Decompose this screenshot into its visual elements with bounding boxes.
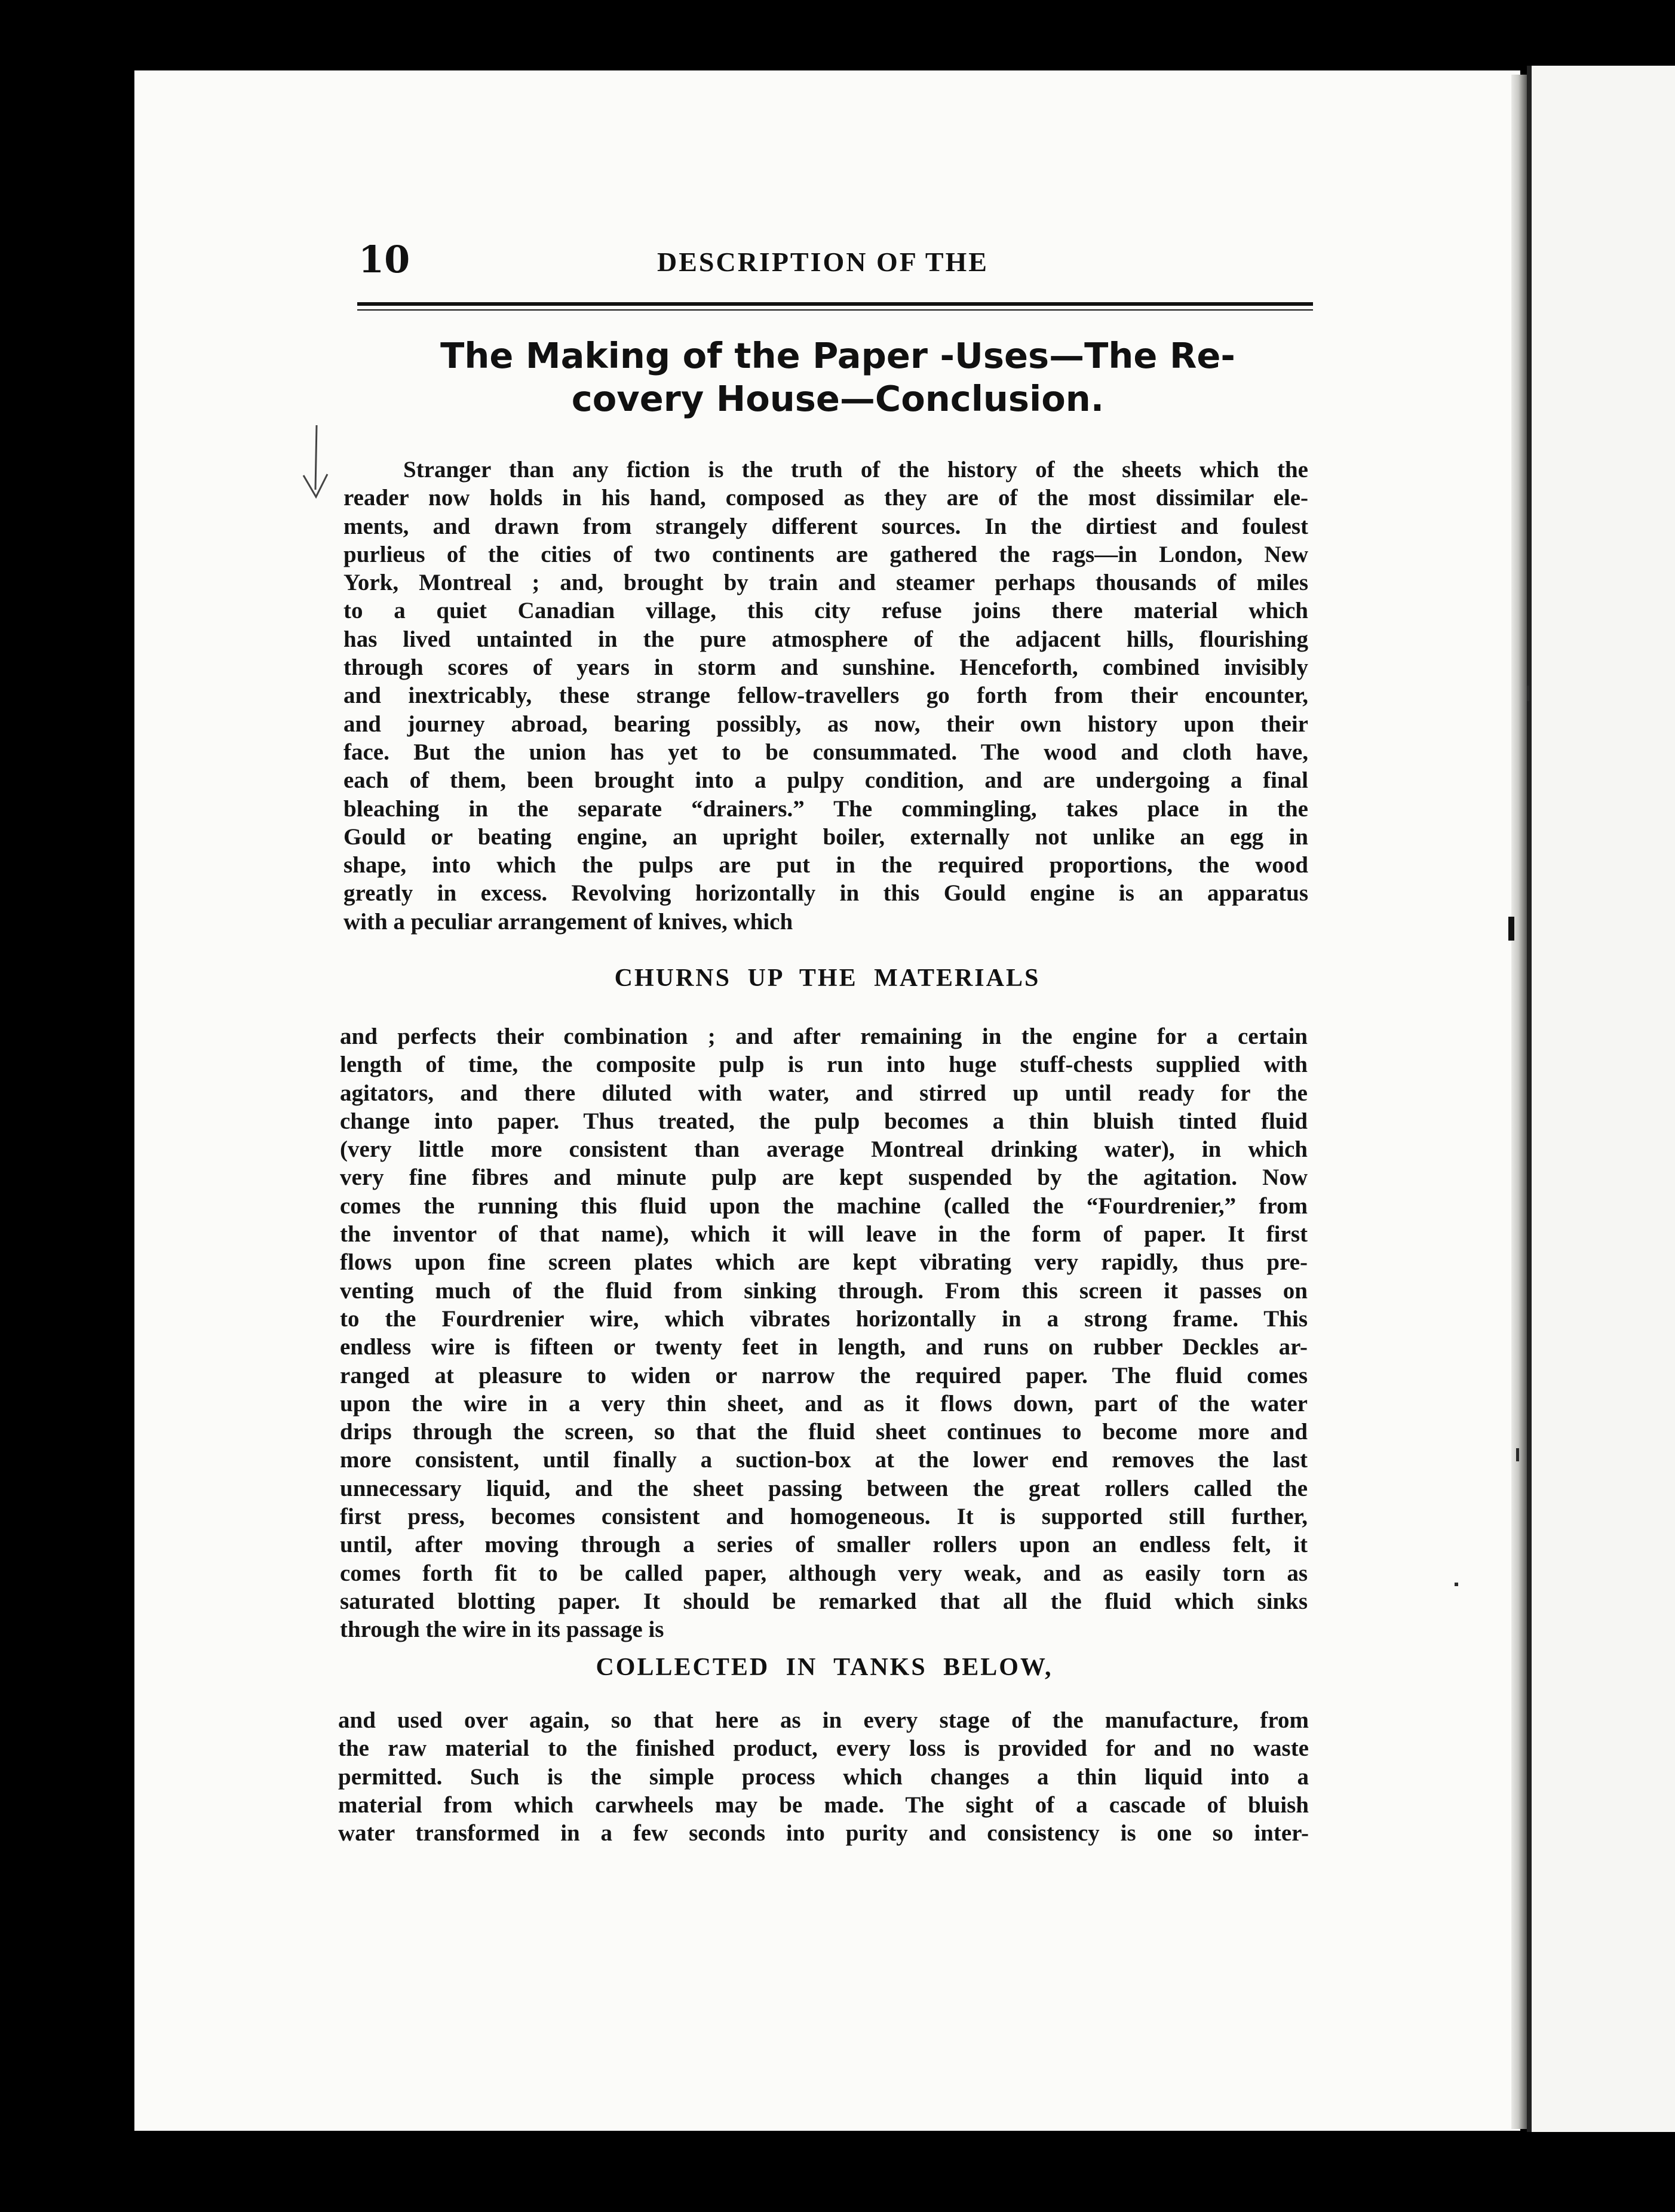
- text-line: saturated blotting paper. It should be remarked that all the fluid which sinks: [340, 1588, 1308, 1614]
- text-line: venting much of the fluid from sinking through. From this screen it passes on: [340, 1277, 1308, 1304]
- article-title-line-2: covery House—Conclusion.: [571, 378, 1105, 419]
- text-line: York, Montreal ; and, brought by train and steamer perhaps thousands of miles: [343, 570, 1308, 596]
- paragraph-2: [340, 1022, 1308, 1644]
- text-line: until, after moving through a series of smaller rollers upon an endless felt, it: [340, 1532, 1308, 1558]
- text-line: and perfects their combination ; and after remaining in the engine for a certain: [340, 1024, 1308, 1049]
- scan-speck: [1508, 917, 1514, 941]
- text-line: and inextricably, these strange fellow-travellers go forth from their encounter,: [343, 683, 1308, 709]
- facing-page-border: [1527, 66, 1532, 2132]
- text-line: Gould or beating engine, an upright boiler, externally not unlike an egg in: [343, 824, 1308, 850]
- text-line: to the Fourdrenier wire, which vibrates horizontally in a strong frame. This: [340, 1305, 1308, 1332]
- paragraph-1: [343, 456, 1308, 936]
- article-title-line-1: The Making of the Paper -Uses—The Re-: [440, 335, 1235, 376]
- text-line: greatly in excess. Revolving horizontally in this Gould engine is an apparatus: [343, 880, 1308, 907]
- text-line: has lived untainted in the pure atmosphere of the adjacent hills, flourishing: [343, 626, 1308, 652]
- text-line: more consistent, until finally a suction-box at the lower end removes the last: [340, 1447, 1308, 1473]
- text-line: very fine fibres and minute pulp are kept suspended by the agitation. Now: [340, 1165, 1308, 1191]
- text-line: and used over again, so that here as in every stage of the manufacture, from: [338, 1707, 1309, 1733]
- text-line: material from which carwheels may be made. The sight of a cascade of bluish: [338, 1792, 1309, 1818]
- text-line: reader now holds in his hand, composed as they are of the most dissimilar ele-: [343, 485, 1308, 511]
- text-line: upon the wire in a very thin sheet, and as it flows down, part of the water: [340, 1390, 1308, 1417]
- handwritten-arrow-icon: [299, 423, 335, 500]
- section-subhead: CHURNS UP THE MATERIALS: [614, 964, 1041, 992]
- text-line: endless wire is fifteen or twenty feet in length, and runs on rubber Deckles ar-: [340, 1334, 1308, 1360]
- text-line: first press, becomes consistent and homogeneous. It is supported still further,: [340, 1504, 1308, 1530]
- text-line: permitted. Such is the simple process which changes a thin liquid into a: [338, 1764, 1309, 1790]
- text-line: comes forth fit to be called paper, although very weak, and as easily torn as: [340, 1560, 1308, 1586]
- text-line: length of time, the composite pulp is run into huge stuff-chests supplied with: [340, 1052, 1308, 1078]
- text-line: each of them, been brought into a pulpy condition, and are undergoing a final: [343, 767, 1308, 794]
- facing-page-edge: [1527, 66, 1675, 2132]
- text-line: ranged at pleasure to widen or narrow the required paper. The fluid comes: [340, 1362, 1308, 1388]
- article-title: [352, 334, 1323, 420]
- page-gutter-shadow: [1511, 75, 1527, 2129]
- text-line: face. But the union has yet to be consummated. The wood and cloth have,: [343, 739, 1308, 765]
- text-line: agitators, and there diluted with water, and stirred up until ready for the: [340, 1080, 1308, 1106]
- text-line: through scores of years in storm and sunshine. Henceforth, combined invisibly: [343, 655, 1308, 681]
- running-title: DESCRIPTION OF THE: [657, 247, 989, 277]
- text-line: drips through the screen, so that the fluid sheet continues to become more and: [340, 1419, 1308, 1445]
- text-line: ments, and drawn from strangely different sources. In the dirtiest and foulest: [343, 513, 1308, 539]
- text-line: (very little more consistent than average Montreal drinking water), in which: [340, 1136, 1308, 1163]
- text-line: change into paper. Thus treated, the pulp becomes a thin bluish tinted fluid: [340, 1108, 1308, 1134]
- text-line: through the wire in its passage is: [340, 1617, 664, 1643]
- text-line: shape, into which the pulps are put in the required proportions, the wood: [343, 852, 1308, 878]
- text-line: and journey abroad, bearing possibly, as now, their own history upon their: [343, 711, 1308, 737]
- text-line: the inventor of that name), which it will leave in the form of paper. It first: [340, 1221, 1308, 1248]
- text-line: unnecessary liquid, and the sheet passing between the great rollers called the: [340, 1475, 1308, 1501]
- text-line: to a quiet Canadian village, this city refuse joins there material which: [343, 598, 1308, 624]
- scan-speck: [1455, 1583, 1458, 1586]
- text-line: with a peculiar arrangement of knives, which: [343, 908, 793, 935]
- text-line: Stranger than any fiction is the truth of the history of the sheets which the: [403, 457, 1308, 483]
- text-line: bleaching in the separate “drainers.” The commingling, takes place in the: [343, 795, 1308, 822]
- scan-speck: [1516, 1448, 1519, 1461]
- section-subhead: COLLECTED IN TANKS BELOW,: [596, 1654, 1053, 1681]
- text-line: flows upon fine screen plates which are kept vibrating very rapidly, thus pre-: [340, 1249, 1308, 1276]
- text-line: water transformed in a few seconds into purity and consistency is one so inter-: [338, 1820, 1309, 1847]
- text-line: comes the running this fluid upon the machine (called the “Fourdrenier,” from: [340, 1193, 1308, 1219]
- running-head: [358, 238, 1314, 285]
- page-number: 10: [358, 238, 410, 281]
- header-rule: [357, 302, 1313, 306]
- text-line: the raw material to the finished product, every loss is provided for and no waste: [338, 1735, 1309, 1762]
- header-rule-thin: [357, 309, 1313, 311]
- text-line: purlieus of the cities of two continents are gathered the rags—in London, New: [343, 541, 1308, 567]
- paragraph-3: [338, 1706, 1309, 1847]
- scan-speck: [1527, 686, 1529, 701]
